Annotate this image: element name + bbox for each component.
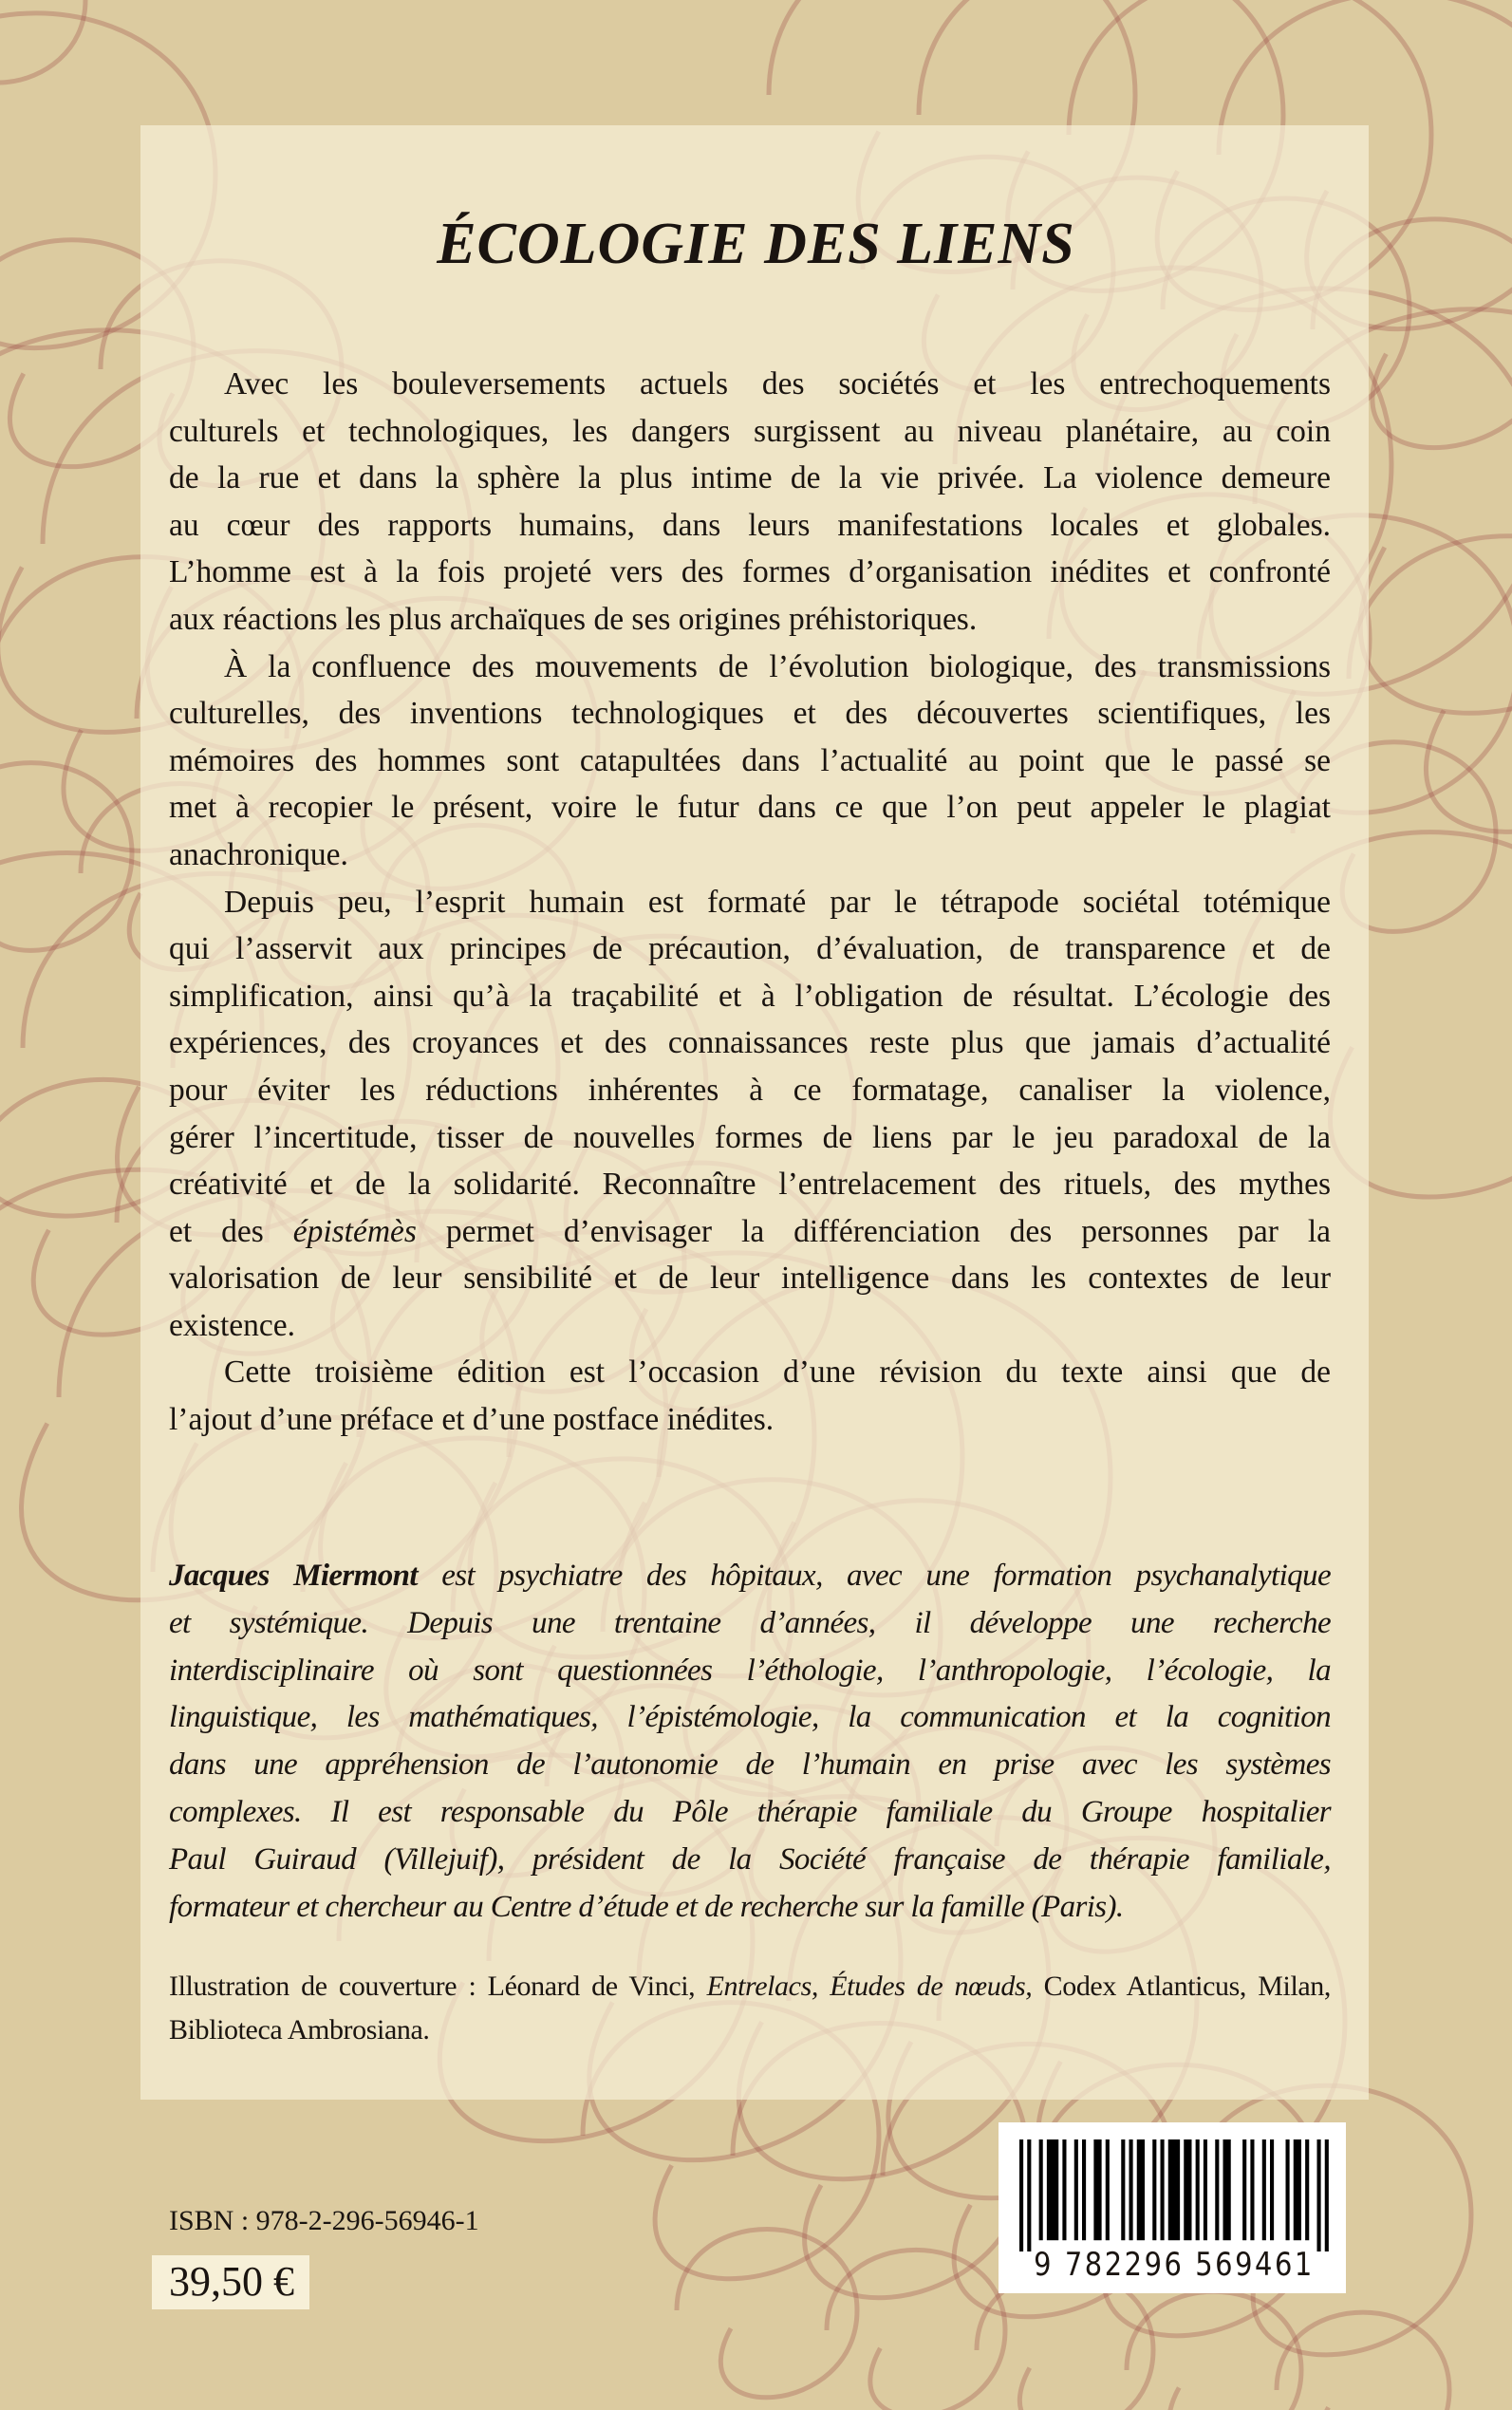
text-segment: dans une appréhension de l’autonomie de l’humain en prise avec les systèmes xyxy=(169,1747,1331,1783)
book-title: ÉCOLOGIE DES LIENS xyxy=(437,212,1075,276)
text-segment: est psychiatre des hôpitaux, avec une formation psychanalytique xyxy=(417,1559,1331,1593)
text-segment: épistémès xyxy=(292,1213,417,1249)
text-line xyxy=(169,1884,1331,1932)
text-segment: Jacques Miermont xyxy=(169,1559,418,1593)
text-line xyxy=(169,1019,1331,1067)
barcode-bar xyxy=(1047,2139,1058,2240)
text-segment: l’ajout d’une préface et d’une postface inédites. xyxy=(169,1402,775,1438)
barcode-bars xyxy=(1019,2139,1333,2251)
barcode-bar xyxy=(1242,2139,1246,2240)
barcode-bar xyxy=(1027,2139,1031,2251)
text-segment: complexes. Il est responsable du Pôle thérapie familiale du Groupe hospitalier xyxy=(169,1794,1331,1829)
text-line xyxy=(169,1742,1331,1789)
text-segment: met à recopier le présent, voire le futur dans ce que l’on peut appeler le plagiat xyxy=(169,790,1331,826)
text-segment: valorisation de leur sensibilité et de leur intelligence dans les contextes de leur xyxy=(169,1261,1331,1297)
barcode-bar xyxy=(1215,2139,1219,2240)
text-segment: culturels et technologiques, les dangers surgissent au niveau planétaire, au coin xyxy=(169,413,1331,449)
text-line xyxy=(169,644,1331,691)
text-segment: interdisciplinaire où sont questionnées l’éthologie, l’anthropologie, l’écologie, la xyxy=(169,1653,1331,1688)
text-segment: existence. xyxy=(169,1307,296,1343)
barcode-bar xyxy=(1294,2139,1301,2240)
text-segment: Illustration de couverture : Léonard de Vinci, xyxy=(169,1971,707,2002)
barcode-bar xyxy=(1082,2139,1086,2240)
text-line xyxy=(169,1553,1331,1600)
text-segment: Biblioteca Ambrosiana. xyxy=(169,2014,430,2046)
barcode-bar xyxy=(1161,2139,1165,2240)
text-line xyxy=(169,1349,1331,1396)
text-segment: de la rue et dans la sphère la plus intime de la vie privée. La violence demeure xyxy=(169,460,1331,496)
text-line xyxy=(169,925,1331,973)
text-segment: et systémique. Depuis une trentaine d’années, il développe une recherche xyxy=(169,1605,1331,1640)
text-segment: pour éviter les réductions inhérentes à ce formatage, canaliser la violence, xyxy=(169,1072,1331,1108)
text-line xyxy=(169,1837,1331,1884)
text-line xyxy=(169,1255,1331,1302)
text-segment: Entrelacs, Études de nœuds, xyxy=(706,1971,1033,2002)
text-segment: simplification, ainsi qu’à la traçabilité et à l’obligation de résultat. L’écologie des xyxy=(169,978,1331,1014)
text-line xyxy=(169,502,1331,550)
knot-line xyxy=(1349,536,1512,832)
isbn: ISBN : 978-2-296-56946-1 xyxy=(169,2205,479,2236)
text-segment: expériences, des croyances et des connaissances reste plus que jamais d’actualité xyxy=(169,1025,1331,1061)
text-segment: Depuis peu, l’esprit humain est formaté par le tétrapode sociétal totémique xyxy=(224,884,1331,920)
text-line xyxy=(169,831,1331,879)
text-line xyxy=(169,408,1331,456)
barcode-bar xyxy=(1039,2139,1043,2240)
text-line xyxy=(169,1161,1331,1208)
text-segment: aux réactions les plus archaïques de ses origines préhistoriques. xyxy=(169,601,978,637)
barcode-bar xyxy=(1184,2139,1191,2240)
text-line xyxy=(169,455,1331,502)
text-segment: linguistique, les mathématiques, l’épistémologie, la communication et la cognition xyxy=(169,1700,1331,1735)
text-segment: qui l’asservit aux principes de précaution, d’évaluation, de transparence et de xyxy=(169,931,1331,967)
barcode-bar xyxy=(1250,2139,1254,2240)
text-segment: Paul Guiraud (Villejuif), président de la Société française de thérapie familiale, xyxy=(169,1841,1331,1877)
text-line xyxy=(169,738,1331,785)
text-line xyxy=(169,1208,1331,1256)
text-line xyxy=(169,1396,1331,1444)
text-segment: et des xyxy=(169,1213,293,1249)
text-line xyxy=(169,1694,1331,1742)
barcode-bar xyxy=(1129,2139,1133,2240)
text-line xyxy=(169,1648,1331,1695)
text-segment: créativité et de la solidarité. Reconnaître l’entrelacement des rituels, des mythes xyxy=(169,1167,1331,1203)
text-line xyxy=(169,973,1331,1020)
text-line xyxy=(169,784,1331,831)
text-segment: Avec les bouleversements actuels des sociétés et les entrechoquements xyxy=(224,366,1331,402)
text-line xyxy=(169,1067,1331,1114)
text-line xyxy=(169,690,1331,738)
text-segment: formateur et chercheur au Centre d’étude et de recherche sur la famille (Paris). xyxy=(169,1889,1124,1924)
barcode-bar xyxy=(1286,2139,1290,2240)
text-segment: culturelles, des inventions technologiques et des découvertes scientifiques, les xyxy=(169,696,1331,732)
text-segment: À la confluence des mouvements de l’évolution biologique, des transmissions xyxy=(224,648,1331,684)
barcode-bar xyxy=(1121,2139,1125,2240)
barcode-bar xyxy=(1168,2139,1180,2240)
barcode-bar xyxy=(1196,2139,1200,2240)
barcode xyxy=(999,2122,1346,2293)
text-segment: gérer l’incertitude, tisser de nouvelles formes de liens par le jeu paradoxal de la xyxy=(169,1119,1331,1155)
author-bio xyxy=(169,1553,1331,1931)
text-line xyxy=(169,1600,1331,1648)
blurb-text xyxy=(169,361,1331,1444)
text-segment: mémoires des hommes sont catapultées dans l’actualité au point que le passé se xyxy=(169,742,1331,778)
text-segment: Codex Atlanticus, Milan, xyxy=(1032,1971,1331,2002)
barcode-bar xyxy=(1223,2139,1231,2240)
text-line xyxy=(169,879,1331,926)
barcode-bar xyxy=(1106,2139,1110,2240)
barcode-bar xyxy=(1152,2139,1156,2240)
barcode-bar xyxy=(1137,2139,1145,2240)
text-segment: permet d’envisager la différenciation des personnes par la xyxy=(416,1213,1331,1249)
text-segment: L’homme est à la fois projeté vers des formes d’organisation inédites et confronté xyxy=(169,554,1331,590)
barcode-bar xyxy=(1062,2139,1066,2240)
text-line xyxy=(169,1302,1331,1350)
barcode-bar xyxy=(1093,2139,1101,2240)
barcode-bar xyxy=(1325,2139,1329,2251)
barcode-bar xyxy=(1317,2139,1321,2251)
text-segment: Cette troisième édition est l’occasion d’une révision du texte ainsi que de xyxy=(224,1354,1331,1391)
barcode-bar xyxy=(1270,2139,1274,2240)
text-line xyxy=(169,1114,1331,1162)
price: 39,50 € xyxy=(152,2255,309,2309)
barcode-bar xyxy=(1074,2139,1078,2240)
barcode-bar xyxy=(1204,2139,1207,2240)
text-line xyxy=(169,2008,1331,2052)
barcode-bar xyxy=(1019,2139,1023,2251)
barcode-bar xyxy=(1262,2139,1266,2240)
text-line xyxy=(169,361,1331,408)
text-line xyxy=(169,1965,1331,2008)
barcode-bar xyxy=(1305,2139,1309,2240)
text-segment: anachronique. xyxy=(169,836,348,872)
text-line xyxy=(169,1789,1331,1837)
cover-illustration-credit xyxy=(169,1965,1331,2052)
barcode-number: 9 782296 569461 xyxy=(1034,2246,1315,2284)
text-segment: au cœur des rapports humains, dans leurs manifestations locales et globales. xyxy=(169,507,1331,543)
text-line xyxy=(169,596,1331,644)
text-line xyxy=(169,549,1331,596)
